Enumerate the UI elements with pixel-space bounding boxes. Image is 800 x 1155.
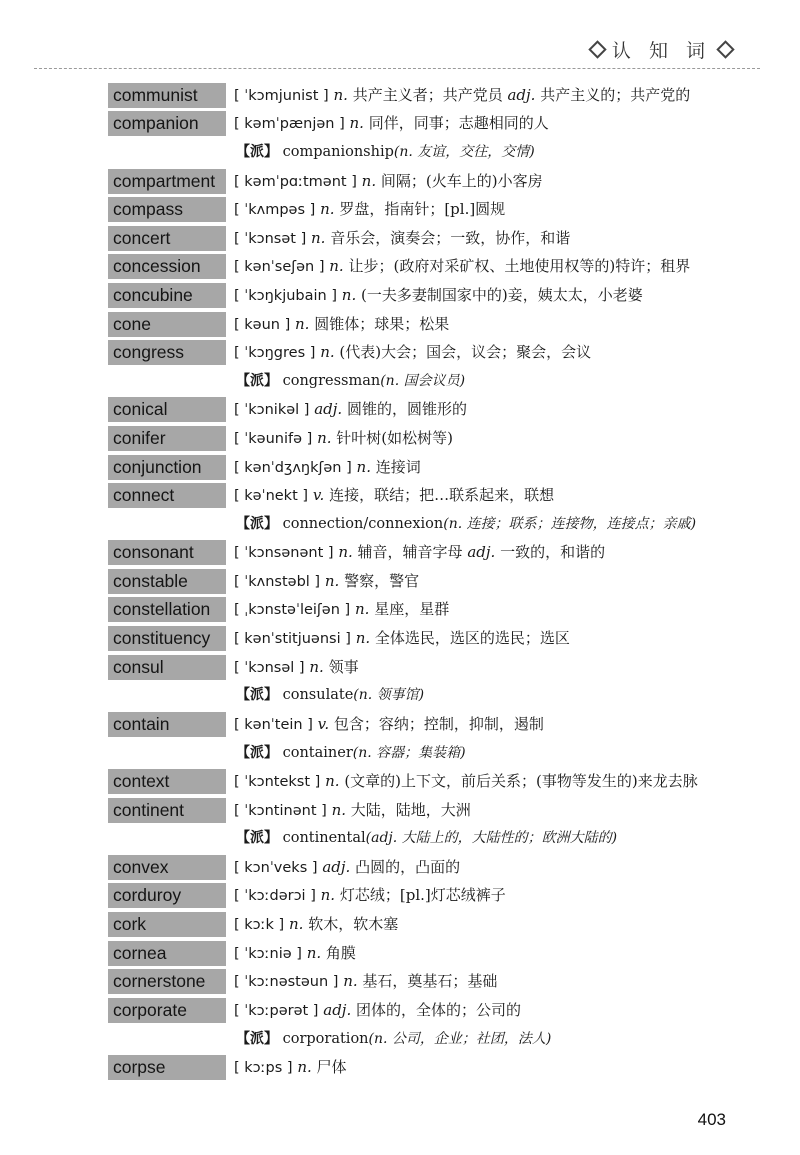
- definition: [234, 627, 738, 650]
- headword: cone: [108, 312, 226, 337]
- headword-column: [108, 111, 234, 136]
- headword: consul: [108, 655, 226, 680]
- part-of-speech: n.: [354, 600, 370, 619]
- definition: [234, 456, 738, 479]
- dictionary-entry: [108, 939, 738, 968]
- entry-line: [108, 539, 738, 568]
- pronunciation: [ ˈkɔntinənt ]: [234, 802, 327, 819]
- meaning-text: 音乐会，演奏会；一致，协作，和谐: [330, 228, 571, 247]
- part-of-speech: n.: [338, 543, 353, 562]
- headword: congress: [108, 340, 226, 365]
- entry-line: [108, 281, 738, 310]
- derived-tag: 【派】: [236, 515, 278, 532]
- definition: [234, 112, 738, 135]
- entry-line: [108, 910, 738, 939]
- entry-line: [108, 853, 738, 882]
- definition: [234, 284, 738, 307]
- meaning-text: 同伴，同事；志趣相同的人: [368, 114, 549, 133]
- dictionary-entry: [108, 624, 738, 653]
- entry-line: [108, 453, 738, 482]
- entry-line: [108, 710, 738, 739]
- definition: [234, 770, 738, 793]
- page-header: [583, 36, 740, 63]
- dictionary-entry: [108, 882, 738, 911]
- pronunciation: [ ˈkɔnsət ]: [234, 230, 307, 247]
- entry-line: [108, 424, 738, 453]
- entry-line: [108, 624, 738, 653]
- headword: contain: [108, 712, 226, 737]
- headword-column: [108, 883, 234, 908]
- meaning-text: 团体的，全体的；公司的: [356, 1000, 522, 1019]
- pronunciation: [ kəmˈpænjən ]: [234, 116, 345, 133]
- headword: communist: [108, 83, 226, 108]
- dictionary-entry: [108, 396, 738, 425]
- headword-column: [108, 312, 234, 337]
- headword-column: [108, 283, 234, 308]
- definition: [234, 84, 738, 107]
- headword-column: [108, 340, 234, 365]
- derived-word-line: [108, 1025, 738, 1054]
- meaning-text: 警察，警官: [344, 571, 420, 590]
- dictionary-entry: [108, 996, 738, 1053]
- headword: companion: [108, 111, 226, 136]
- pronunciation: [ kɔːps ]: [234, 1059, 293, 1076]
- part-of-speech: adj.: [323, 1000, 352, 1019]
- entry-line: [108, 81, 738, 110]
- entry-line: [108, 310, 738, 339]
- dictionary-entry: [108, 110, 738, 167]
- dictionary-entry: [108, 853, 738, 882]
- derived-tag: 【派】: [236, 830, 278, 847]
- diamond-icon: [588, 40, 606, 58]
- derived-definition: (n. 国会议员): [380, 372, 466, 389]
- definition: [234, 341, 738, 364]
- definition: [234, 799, 738, 822]
- definition: [234, 170, 738, 193]
- entry-line: [108, 567, 738, 596]
- headword-column: [108, 912, 234, 937]
- headword-column: [108, 1055, 234, 1080]
- pronunciation: [ ˈkɔŋgres ]: [234, 345, 316, 362]
- dictionary-entry: [108, 1053, 738, 1082]
- part-of-speech: n.: [349, 114, 364, 133]
- entry-line: [108, 1053, 738, 1082]
- part-of-speech: n.: [320, 886, 336, 905]
- pronunciation: [ kənˈdʒʌŋkʃən ]: [234, 459, 352, 476]
- part-of-speech: n.: [311, 228, 326, 247]
- headword: cork: [108, 912, 226, 937]
- meaning-text: 间隔；(火车上的)小客房: [380, 171, 543, 190]
- part-of-speech: n.: [331, 800, 346, 819]
- entry-list: [108, 81, 738, 1082]
- headword-column: [108, 998, 234, 1023]
- headword-column: [108, 169, 234, 194]
- definition: [234, 884, 738, 907]
- dictionary-entry: [108, 481, 738, 538]
- dictionary-entry: [108, 167, 738, 196]
- meaning-text: 星座，星群: [374, 600, 450, 619]
- headword: conjunction: [108, 455, 226, 480]
- meaning-text: 领事: [328, 657, 359, 676]
- entry-line: [108, 224, 738, 253]
- derived-word: corporation: [282, 1030, 369, 1047]
- pronunciation: [ ˈkʌnstəbl ]: [234, 573, 321, 590]
- pronunciation: [ kəˈnekt ]: [234, 488, 309, 505]
- definition: [234, 541, 738, 564]
- dictionary-entry: [108, 310, 738, 339]
- entry-line: [108, 195, 738, 224]
- derived-word-line: [108, 824, 738, 853]
- derived-word: container: [282, 744, 353, 761]
- pronunciation: [ ˈkɔnikəl ]: [234, 402, 310, 419]
- headword: concubine: [108, 283, 226, 308]
- definition: [234, 999, 738, 1022]
- headword: cornerstone: [108, 969, 226, 994]
- meaning-text: 尸体: [316, 1057, 347, 1076]
- meaning-text: 基石，奠基石；基础: [362, 972, 498, 991]
- headword-column: [108, 569, 234, 594]
- derived-word: companionship: [282, 144, 394, 161]
- definition: [234, 598, 738, 621]
- part-of-speech: n.: [324, 571, 340, 590]
- headword: compartment: [108, 169, 226, 194]
- entry-line: [108, 396, 738, 425]
- entry-line: [108, 996, 738, 1025]
- meaning-text: 一致的，和谐的: [500, 543, 606, 562]
- headword-column: [108, 597, 234, 622]
- headword-column: [108, 969, 234, 994]
- headword-column: [108, 626, 234, 651]
- meaning-text: 让步；(政府对采矿权、土地使用权等的)特许；租界: [348, 257, 691, 276]
- meaning-text: 辅音，辅音字母: [357, 543, 463, 562]
- meaning-text: 罗盘，指南针；[pl.]圆规: [339, 200, 506, 219]
- headword-column: [108, 941, 234, 966]
- dictionary-entry: [108, 910, 738, 939]
- definition: [234, 856, 738, 879]
- part-of-speech: n.: [343, 972, 358, 991]
- part-of-speech: adj.: [322, 857, 351, 876]
- part-of-speech: n.: [320, 343, 335, 362]
- meaning-text: 圆锥体；球果；松果: [314, 314, 450, 333]
- headword-column: [108, 855, 234, 880]
- pronunciation: [ ˈkəunifə ]: [234, 430, 313, 447]
- pronunciation: [ ˈkɔːnəstəun ]: [234, 974, 339, 991]
- headword: corporate: [108, 998, 226, 1023]
- definition: [234, 398, 738, 421]
- meaning-text: 软木，软木塞: [308, 915, 399, 934]
- meaning-text: 连接，联结；把…联系起来，联想: [329, 486, 555, 505]
- dictionary-entry: [108, 224, 738, 253]
- definition: [234, 942, 738, 965]
- pronunciation: [ kənˈtein ]: [234, 716, 313, 733]
- derived-definition: (n. 友谊，交往，交情): [393, 144, 535, 161]
- meaning-text: (代表)大会；国会，议会；聚会，会议: [339, 343, 592, 362]
- derived-tag: 【派】: [236, 744, 278, 761]
- meaning-text: 针叶树(如松树等): [336, 428, 453, 447]
- part-of-speech: n.: [306, 943, 322, 962]
- entry-line: [108, 481, 738, 510]
- dictionary-entry: [108, 338, 738, 395]
- entry-line: [108, 939, 738, 968]
- headword-column: [108, 655, 234, 680]
- definition: [234, 713, 738, 736]
- pronunciation: [ kəun ]: [234, 316, 291, 333]
- definition: [234, 313, 738, 336]
- headword-column: [108, 426, 234, 451]
- part-of-speech: v.: [317, 714, 330, 733]
- derived-tag: 【派】: [236, 372, 278, 389]
- headword: concession: [108, 254, 226, 279]
- derived-tag: 【派】: [236, 687, 278, 704]
- derived-tag: 【派】: [236, 144, 278, 161]
- pronunciation: [ ˈkɔnsəl ]: [234, 659, 305, 676]
- diamond-icon: [716, 40, 734, 58]
- dictionary-entry: [108, 767, 738, 796]
- headword-column: [108, 798, 234, 823]
- headword: constellation: [108, 597, 226, 622]
- entry-line: [108, 167, 738, 196]
- derived-word-line: [108, 681, 738, 710]
- pronunciation: [ kənˈstitjuənsi ]: [234, 631, 351, 648]
- entry-line: [108, 796, 738, 825]
- headword: cornea: [108, 941, 226, 966]
- dictionary-entry: [108, 539, 738, 568]
- pronunciation: [ ˈkɔmjunist ]: [234, 87, 329, 104]
- pronunciation: [ kɔnˈveks ]: [234, 859, 318, 876]
- headword-column: [108, 397, 234, 422]
- part-of-speech: n.: [361, 171, 377, 190]
- dictionary-entry: [108, 653, 738, 710]
- headword: context: [108, 769, 226, 794]
- meaning-text: 凸圆的，凸面的: [355, 857, 461, 876]
- pronunciation: [ ˈkɔːpərət ]: [234, 1002, 319, 1019]
- derived-word-line: [108, 138, 738, 167]
- headword-column: [108, 483, 234, 508]
- derived-definition: (n. 领事馆): [353, 687, 425, 704]
- part-of-speech: n.: [320, 200, 335, 219]
- pronunciation: [ ˌkɔnstəˈleiʃən ]: [234, 602, 351, 619]
- part-of-speech: v.: [312, 486, 325, 505]
- headword-column: [108, 455, 234, 480]
- headword: corduroy: [108, 883, 226, 908]
- dictionary-entry: [108, 81, 738, 110]
- dictionary-entry: [108, 195, 738, 224]
- headword-column: [108, 712, 234, 737]
- definition: [234, 227, 738, 250]
- headword-column: [108, 769, 234, 794]
- dictionary-entry: [108, 710, 738, 767]
- headword: consonant: [108, 540, 226, 565]
- meaning-text: (一夫多妻制国家中的)妾，姨太太，小老婆: [361, 285, 643, 304]
- headword-column: [108, 83, 234, 108]
- headword-column: [108, 226, 234, 251]
- dictionary-entry: [108, 281, 738, 310]
- entry-line: [108, 253, 738, 282]
- part-of-speech: n.: [295, 314, 310, 333]
- section-title: 认 知 词: [611, 40, 711, 62]
- definition: [234, 427, 738, 450]
- derived-word: connection/connexion: [282, 515, 444, 532]
- meaning-text: 包含；容纳；控制，抑制，遏制: [333, 714, 544, 733]
- pronunciation: [ kəmˈpɑːtmənt ]: [234, 173, 357, 190]
- page-number: 403: [697, 1110, 726, 1129]
- meaning-text: 圆锥的，圆锥形的: [346, 400, 467, 419]
- dictionary-entry: [108, 253, 738, 282]
- part-of-speech: adj.: [467, 543, 496, 562]
- meaning-text: 大陆，陆地，大洲: [350, 800, 471, 819]
- headword: connect: [108, 483, 226, 508]
- definition: [234, 570, 738, 593]
- headword: continent: [108, 798, 226, 823]
- headword-column: [108, 197, 234, 222]
- pronunciation: [ ˈkɔːniə ]: [234, 945, 302, 962]
- dictionary-entry: [108, 796, 738, 853]
- pronunciation: [ kɔːk ]: [234, 917, 285, 934]
- part-of-speech: n.: [341, 285, 357, 304]
- part-of-speech: n.: [309, 657, 324, 676]
- headword-column: [108, 254, 234, 279]
- part-of-speech: n.: [288, 915, 304, 934]
- meaning-text: 灯芯绒；[pl.]灯芯绒裤子: [339, 886, 506, 905]
- entry-line: [108, 653, 738, 682]
- derived-definition: (adj. 大陆上的，大陆性的；欧洲大陆的): [365, 830, 618, 847]
- part-of-speech: adj.: [314, 400, 343, 419]
- part-of-speech: n.: [355, 629, 371, 648]
- meaning-text: 全体选民，选区的选民；选区: [374, 629, 570, 648]
- derived-definition: (n. 容器；集装箱): [352, 744, 466, 761]
- headword: conifer: [108, 426, 226, 451]
- derived-word: continental: [282, 830, 366, 847]
- dictionary-entry: [108, 596, 738, 625]
- pronunciation: [ ˈkɔntekst ]: [234, 774, 321, 791]
- derived-word: consulate: [282, 687, 354, 704]
- derived-word-line: [108, 510, 738, 539]
- header-divider: [34, 68, 760, 69]
- part-of-speech: adj.: [507, 85, 536, 104]
- headword: constable: [108, 569, 226, 594]
- entry-line: [108, 110, 738, 139]
- headword: concert: [108, 226, 226, 251]
- derived-definition: (n. 公司，企业；社团，法人): [368, 1030, 552, 1047]
- derived-word-line: [108, 367, 738, 396]
- part-of-speech: n.: [325, 772, 340, 791]
- meaning-text: 连接词: [375, 457, 421, 476]
- definition: [234, 1056, 738, 1079]
- dictionary-entry: [108, 424, 738, 453]
- entry-line: [108, 967, 738, 996]
- derived-word-line: [108, 739, 738, 768]
- dictionary-entry: [108, 967, 738, 996]
- entry-line: [108, 596, 738, 625]
- headword-column: [108, 540, 234, 565]
- definition: [234, 484, 738, 507]
- definition: [234, 255, 738, 278]
- meaning-text: 共产主义的；共产党的: [540, 85, 691, 104]
- derived-tag: 【派】: [236, 1030, 278, 1047]
- headword: constituency: [108, 626, 226, 651]
- derived-definition: (n. 连接；联系；连接物，连接点；亲戚): [443, 515, 697, 532]
- pronunciation: [ ˈkɔːdərɔi ]: [234, 888, 316, 905]
- meaning-text: 共产主义者；共产党员: [352, 85, 503, 104]
- part-of-speech: n.: [317, 428, 332, 447]
- pronunciation: [ ˈkʌmpəs ]: [234, 202, 316, 219]
- part-of-speech: n.: [356, 457, 371, 476]
- pronunciation: [ ˈkɔnsənənt ]: [234, 545, 334, 562]
- dictionary-entry: [108, 453, 738, 482]
- derived-word: congressman: [282, 372, 381, 389]
- definition: [234, 656, 738, 679]
- meaning-text: 角膜: [325, 943, 356, 962]
- headword: convex: [108, 855, 226, 880]
- entry-line: [108, 338, 738, 367]
- part-of-speech: n.: [333, 85, 348, 104]
- pronunciation: [ ˈkɔŋkjubain ]: [234, 287, 337, 304]
- headword: conical: [108, 397, 226, 422]
- part-of-speech: n.: [297, 1057, 312, 1076]
- definition: [234, 198, 738, 221]
- part-of-speech: n.: [329, 257, 344, 276]
- meaning-text: (文章的)上下文，前后关系；(事物等发生的)来龙去脉: [344, 772, 698, 791]
- definition: [234, 970, 738, 993]
- pronunciation: [ kənˈseʃən ]: [234, 259, 325, 276]
- entry-line: [108, 882, 738, 911]
- headword: compass: [108, 197, 226, 222]
- definition: [234, 913, 738, 936]
- entry-line: [108, 767, 738, 796]
- dictionary-entry: [108, 567, 738, 596]
- headword: corpse: [108, 1055, 226, 1080]
